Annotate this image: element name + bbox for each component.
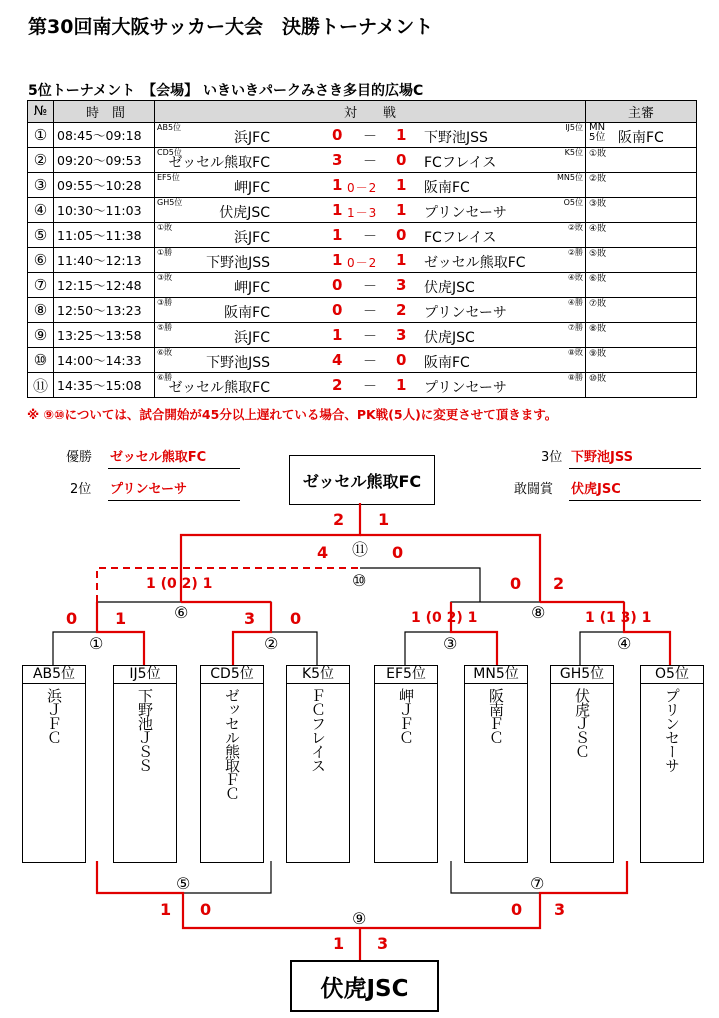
score-dash: －: [363, 329, 377, 345]
rank-winner-value: ゼッセル熊取FC: [108, 446, 240, 469]
team-box-ij5: [113, 665, 177, 863]
right-score: 1: [396, 251, 407, 269]
referee-code: ⑦敗: [589, 299, 607, 309]
match-time: 11:40～12:13: [54, 248, 155, 273]
left-score: 0: [332, 276, 343, 294]
score-m8-left: 0: [510, 574, 522, 593]
match-num-2: ②: [264, 634, 279, 653]
rank-fighting-spirit-label: 敢闘賞: [514, 482, 554, 497]
left-slot: ③勝: [157, 298, 173, 307]
pk-score: 0－2: [347, 181, 378, 195]
score-m7-right: 3: [554, 900, 566, 919]
match-time: 14:35～15:08: [54, 373, 155, 398]
team-box-ab5: [22, 665, 86, 863]
score-m8-right: 2: [553, 574, 565, 593]
match-number: ⑦: [28, 273, 54, 298]
right-slot: ⑧勝: [567, 373, 583, 382]
rank-third-value: 下野池JSS: [569, 446, 701, 469]
left-slot: CD5位: [157, 148, 182, 157]
score-m11-right: 1: [378, 510, 390, 529]
left-team: 浜JFC: [234, 330, 270, 346]
team-name: プリンセーサ: [663, 688, 681, 772]
right-score: 2: [396, 301, 407, 319]
right-team: プリンセーサ: [424, 305, 507, 321]
left-team: 下野池JSS: [206, 255, 270, 271]
left-team: 阪南FC: [224, 305, 270, 321]
match-number: ③: [28, 173, 54, 198]
pk-note: ※ ⑨⑩については、試合開始が45分以上遅れている場合、PK戦(5人)に変更させて頂きます。: [27, 407, 558, 422]
rank-third-label: 3位: [541, 450, 563, 465]
right-score: 1: [396, 201, 407, 219]
match-num-4: ④: [617, 634, 632, 653]
left-slot: AB5位: [157, 123, 182, 132]
right-slot: ④敗: [567, 273, 583, 282]
match-time: 08:45～09:18: [54, 123, 155, 148]
score-m2-left: 3: [244, 609, 256, 628]
score-m7-left: 0: [511, 900, 523, 919]
match-number: ⑥: [28, 248, 54, 273]
match-number: ⑧: [28, 298, 54, 323]
right-slot: ⑧敗: [567, 348, 583, 357]
right-score: 3: [396, 326, 407, 344]
team-box-o5: [640, 665, 704, 863]
score-dash: －: [363, 379, 377, 395]
match-num-10: ⑩: [352, 571, 367, 590]
match-num-1: ①: [89, 634, 104, 653]
match-time: 11:05～11:38: [54, 223, 155, 248]
team-name: 下野池ＪＳＳ: [136, 688, 154, 772]
team-code: EF5位: [375, 666, 437, 684]
left-score: 4: [332, 351, 343, 369]
match-time: 12:50～13:23: [54, 298, 155, 323]
score-m1-left: 0: [66, 609, 78, 628]
team-name: ゼッセル熊取ＦＣ: [223, 688, 241, 800]
left-slot: ⑥敗: [157, 348, 173, 357]
match-time: 10:30～11:03: [54, 198, 155, 223]
lower-bracket-winner-box: 伏虎JSC: [290, 960, 439, 1012]
left-score: 1: [332, 176, 343, 194]
team-name: 伏虎ＪＳＣ: [573, 688, 591, 758]
right-slot: IJ5位: [565, 123, 583, 132]
score-dash: －: [363, 154, 377, 170]
header-referee: 主審: [586, 101, 697, 123]
left-team: 伏虎JSC: [219, 205, 270, 221]
score-dash: －: [363, 229, 377, 245]
team-code: MN5位: [465, 666, 527, 684]
right-score: 1: [396, 376, 407, 394]
left-team: 下野池JSS: [206, 355, 270, 371]
right-score: 0: [396, 226, 407, 244]
team-box-gh5: [550, 665, 614, 863]
left-slot: ⑥勝: [157, 373, 173, 382]
left-slot: EF5位: [157, 173, 180, 182]
right-team: 伏虎JSC: [424, 280, 475, 296]
score-dash: －: [363, 354, 377, 370]
right-score: 0: [396, 151, 407, 169]
left-score: 1: [332, 201, 343, 219]
score-m2-right: 0: [290, 609, 302, 628]
referee-code: ①敗: [589, 149, 607, 159]
match-time: 12:15～12:48: [54, 273, 155, 298]
team-code: IJ5位: [114, 666, 176, 684]
left-score: 1: [332, 226, 343, 244]
team-box-mn5: [464, 665, 528, 863]
header-time: 時 間: [54, 101, 155, 123]
team-code: GH5位: [551, 666, 613, 684]
match-number: ⑪: [28, 373, 54, 398]
referee-code: ②敗: [589, 174, 607, 184]
team-box-k5: [286, 665, 350, 863]
left-team: 浜JFC: [234, 130, 270, 146]
right-score: 0: [396, 351, 407, 369]
match-time: 13:25～13:58: [54, 323, 155, 348]
left-score: 1: [332, 326, 343, 344]
left-slot: GH5位: [157, 198, 183, 207]
left-team: 岬JFC: [234, 280, 270, 296]
header-match: 対 戦: [155, 101, 586, 123]
page-title: 第30回南大阪サッカー大会 決勝トーナメント: [28, 16, 434, 38]
match-time: 09:20～09:53: [54, 148, 155, 173]
left-score: 1: [332, 251, 343, 269]
score-m9-right: 3: [377, 934, 389, 953]
team-name: 阪南ＦＣ: [487, 688, 505, 744]
pk-score: 0－2: [347, 256, 378, 270]
venue-subtitle: 5位トーナメント 【会場】 いきいきパークみさき多目的広場C: [28, 83, 424, 99]
left-score: 3: [332, 151, 343, 169]
right-team: 阪南FC: [424, 180, 470, 196]
left-team: ゼッセル熊取FC: [168, 380, 270, 396]
match-num-6: ⑥: [174, 603, 189, 622]
header-no: №: [28, 101, 54, 123]
right-slot: ②勝: [567, 248, 583, 257]
right-score: 1: [396, 126, 407, 144]
referee-code: ⑤敗: [589, 249, 607, 259]
rank-winner-label: 優勝: [66, 450, 93, 465]
match-number: ⑩: [28, 348, 54, 373]
right-slot: ②敗: [567, 223, 583, 232]
match-number: ①: [28, 123, 54, 148]
score-m5-right: 0: [200, 900, 212, 919]
right-team: 下野池JSS: [424, 130, 488, 146]
referee-code: ⑩敗: [589, 374, 607, 384]
match-num-3: ③: [443, 634, 458, 653]
match-number: ⑤: [28, 223, 54, 248]
team-box-ef5: [374, 665, 438, 863]
team-name: ＦＣフレイス: [309, 688, 327, 772]
match-number: ⑨: [28, 323, 54, 348]
right-score: 3: [396, 276, 407, 294]
score-m3: 1 (0 2) 1: [411, 610, 478, 626]
referee-code: ③敗: [589, 199, 607, 209]
left-team: 浜JFC: [234, 230, 270, 246]
score-m9-left: 1: [333, 934, 345, 953]
right-team: 阪南FC: [424, 355, 470, 371]
referee-code: ④敗: [589, 224, 607, 234]
score-m5-left: 1: [160, 900, 172, 919]
match-number: ④: [28, 198, 54, 223]
team-code: CD5位: [201, 666, 263, 684]
team-box-cd5: [200, 665, 264, 863]
rank-fighting-spirit-value: 伏虎JSC: [569, 478, 701, 501]
rank-second-label: 2位: [70, 482, 92, 497]
team-code: O5位: [641, 666, 703, 684]
right-slot: K5位: [564, 148, 583, 157]
team-code: K5位: [287, 666, 349, 684]
left-score: 0: [332, 126, 343, 144]
referee-code: MN 5位: [589, 122, 606, 143]
left-slot: ①勝: [157, 248, 173, 257]
score-m10-right: 0: [392, 543, 404, 562]
score-dash: －: [363, 129, 377, 145]
pk-score: 1－3: [347, 206, 378, 220]
team-code: AB5位: [23, 666, 85, 684]
match-time: 14:00～14:33: [54, 348, 155, 373]
right-slot: ⑦勝: [567, 323, 583, 332]
match-num-8: ⑧: [531, 603, 546, 622]
right-team: ゼッセル熊取FC: [424, 255, 526, 271]
left-slot: ⑤勝: [157, 323, 173, 332]
right-team: FCフレイス: [424, 230, 497, 246]
rank-second-value: プリンセーサ: [108, 478, 240, 501]
left-slot: ③敗: [157, 273, 173, 282]
right-score: 1: [396, 176, 407, 194]
score-m4: 1 (1 3) 1: [585, 610, 652, 626]
left-score: 2: [332, 376, 343, 394]
match-number: ②: [28, 148, 54, 173]
score-m11-left: 2: [333, 510, 345, 529]
match-num-9: ⑨: [352, 909, 367, 928]
right-team: FCフレイス: [424, 155, 497, 171]
match-num-11: ⑪: [352, 540, 369, 559]
right-team: プリンセーサ: [424, 380, 507, 396]
left-slot: ①敗: [157, 223, 173, 232]
left-team: ゼッセル熊取FC: [168, 155, 270, 171]
right-slot: MN5位: [557, 173, 583, 182]
referee-code: ⑧敗: [589, 324, 607, 334]
right-team: プリンセーサ: [424, 205, 507, 221]
score-m10-left: 4: [317, 543, 329, 562]
right-slot: O5位: [563, 198, 583, 207]
champion-box: ゼッセル熊取FC: [289, 455, 435, 505]
referee-name: 阪南FC: [618, 130, 664, 146]
match-time: 09:55～10:28: [54, 173, 155, 198]
referee-code: ⑥敗: [589, 274, 607, 284]
referee-code: ⑨敗: [589, 349, 607, 359]
right-slot: ④勝: [567, 298, 583, 307]
left-score: 0: [332, 301, 343, 319]
team-name: 岬ＪＦＣ: [397, 688, 415, 744]
score-m1-right: 1: [115, 609, 127, 628]
score-dash: －: [363, 279, 377, 295]
left-team: 岬JFC: [234, 180, 270, 196]
right-team: 伏虎JSC: [424, 330, 475, 346]
score-dash: －: [363, 304, 377, 320]
match-num-7: ⑦: [530, 874, 545, 893]
team-name: 浜ＪＦＣ: [45, 688, 63, 744]
score-m6: 1 (0 2) 1: [146, 576, 213, 592]
match-num-5: ⑤: [176, 874, 191, 893]
